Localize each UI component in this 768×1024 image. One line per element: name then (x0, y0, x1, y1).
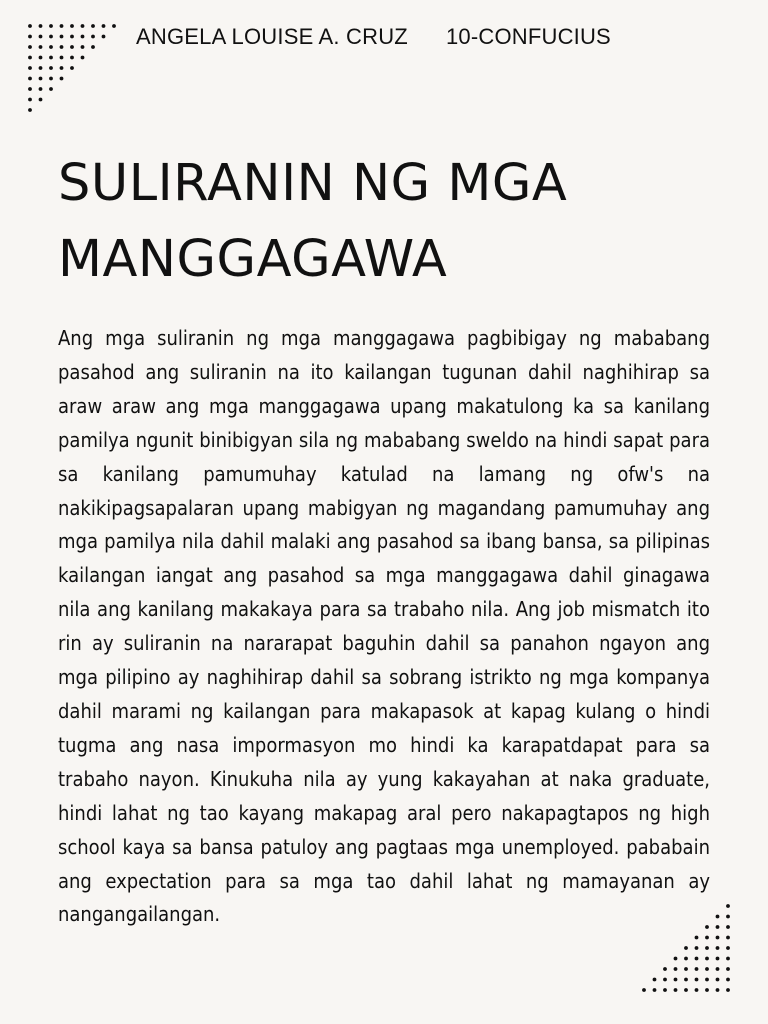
decorative-dot (705, 988, 709, 992)
decorative-dot (39, 35, 43, 39)
decorative-dot (60, 66, 64, 70)
decorative-dot (642, 988, 646, 992)
decorative-dot (726, 946, 730, 950)
decorative-dot (49, 56, 53, 60)
decorative-dot (653, 978, 657, 982)
decorative-dot (39, 45, 43, 49)
decorative-dot (726, 978, 730, 982)
decorative-dot (60, 35, 64, 39)
decorative-dot (70, 45, 74, 49)
decorative-dot (28, 35, 32, 39)
decorative-dot (705, 946, 709, 950)
class-section: 10-CONFUCIUS (445, 24, 611, 49)
decorative-dot (716, 936, 720, 940)
decorative-dot (81, 24, 85, 28)
decorative-dot (39, 98, 43, 102)
decorative-dot (28, 77, 32, 81)
decorative-dot (60, 24, 64, 28)
decorative-dot (81, 56, 85, 60)
decorative-dot (91, 45, 95, 49)
decorative-dot (39, 24, 43, 28)
author-name: ANGELA LOUISE A. CRUZ (136, 24, 408, 49)
decorative-dot (653, 988, 657, 992)
decorative-dot (39, 77, 43, 81)
decorative-dot (705, 936, 709, 940)
decorative-dot (716, 946, 720, 950)
decorative-dot (695, 946, 699, 950)
decorative-dot (28, 56, 32, 60)
decorative-dot (695, 967, 699, 971)
decorative-dot (112, 24, 116, 28)
decorative-dot (663, 988, 667, 992)
dot-pattern-top-left (26, 22, 128, 122)
decorative-dot (39, 56, 43, 60)
decorative-dot (716, 978, 720, 982)
decorative-dot (49, 77, 53, 81)
decorative-dot (684, 988, 688, 992)
decorative-dot (663, 978, 667, 982)
page-title: SULIRANIN NG MGA MANGGAGAWA (58, 154, 568, 289)
decorative-dot (91, 24, 95, 28)
decorative-dot (726, 957, 730, 961)
decorative-dot (102, 24, 106, 28)
decorative-dot (28, 87, 32, 91)
decorative-dot (705, 978, 709, 982)
decorative-dot (705, 957, 709, 961)
decorative-dot (716, 925, 720, 929)
decorative-dot (695, 988, 699, 992)
decorative-dot (695, 936, 699, 940)
decorative-dot (674, 978, 678, 982)
decorative-dot (726, 925, 730, 929)
header (136, 24, 611, 50)
decorative-dot (716, 957, 720, 961)
decorative-dot (60, 45, 64, 49)
decorative-dot (81, 35, 85, 39)
decorative-dot (39, 87, 43, 91)
decorative-dot (726, 936, 730, 940)
dot-pattern-bottom-right (640, 902, 742, 998)
decorative-dot (684, 946, 688, 950)
decorative-dot (60, 56, 64, 60)
decorative-dot (28, 108, 32, 112)
decorative-dot (28, 45, 32, 49)
decorative-dot (49, 45, 53, 49)
decorative-dot (81, 45, 85, 49)
decorative-dot (28, 24, 32, 28)
decorative-dot (705, 967, 709, 971)
decorative-dot (716, 915, 720, 919)
decorative-dot (716, 988, 720, 992)
decorative-dot (674, 957, 678, 961)
decorative-dot (726, 904, 730, 908)
decorative-dot (70, 24, 74, 28)
decorative-dot (70, 66, 74, 70)
decorative-dot (91, 35, 95, 39)
decorative-dot (674, 988, 678, 992)
decorative-dot (726, 915, 730, 919)
decorative-dot (49, 24, 53, 28)
decorative-dot (49, 35, 53, 39)
essay-body: Ang mga suliranin ng mga manggagawa pagbibigay ng mababang pasahod ang suliranin na ito kailangan tugunan dahil naghihirap sa araw araw ang mga manggagawa upang makatulong ka sa kanilang pamilya ngunit binibigyan sila ng mababang sweldo na hindi sapat para sa kanilang pamumuhay katulad na lamang ng ofw's na nakikipagsapalaran upang mabigyan ng magandang pamumuhay ang mga pamilya nila dahil malaki ang pasahod sa ibang bansa, sa pilipinas kailangan iangat ang pasahod sa mga manggagawa dahil ginagawa nila ang kanilang makakaya para sa trabaho nila. Ang job mismatch ito rin ay suliranin na nararapat baguhin dahil sa panahon ngayon ang mga pilipino ay naghihirap dahil sa sobrang istrikto ng mga kompanya dahil marami ng kailangan para makapasok at kapag kulang o hindi tugma ang nasa impormasyon mo hindi ka karapatdapat para sa trabaho nayon. Kinukuha nila ay yung kakayahan at naka graduate, hindi lahat ng tao kayang makapag aral pero nakapagtapos ng high school kaya sa bansa patuloy ang pagtaas mga unemployed. pababain ang expectation para sa mga tao dahil lahat ng mamayanan ay nangangailangan. (58, 326, 710, 927)
decorative-dot (663, 967, 667, 971)
decorative-dot (102, 35, 106, 39)
decorative-dot (684, 957, 688, 961)
decorative-dot (39, 66, 43, 70)
decorative-dot (49, 66, 53, 70)
decorative-dot (70, 35, 74, 39)
decorative-dot (70, 56, 74, 60)
decorative-dot (684, 967, 688, 971)
decorative-dot (684, 978, 688, 982)
decorative-dot (674, 967, 678, 971)
decorative-dot (726, 967, 730, 971)
decorative-dot (695, 957, 699, 961)
decorative-dot (716, 967, 720, 971)
decorative-dot (726, 988, 730, 992)
decorative-dot (705, 925, 709, 929)
decorative-dot (28, 98, 32, 102)
decorative-dot (28, 66, 32, 70)
decorative-dot (60, 77, 64, 81)
decorative-dot (695, 978, 699, 982)
decorative-dot (49, 87, 53, 91)
